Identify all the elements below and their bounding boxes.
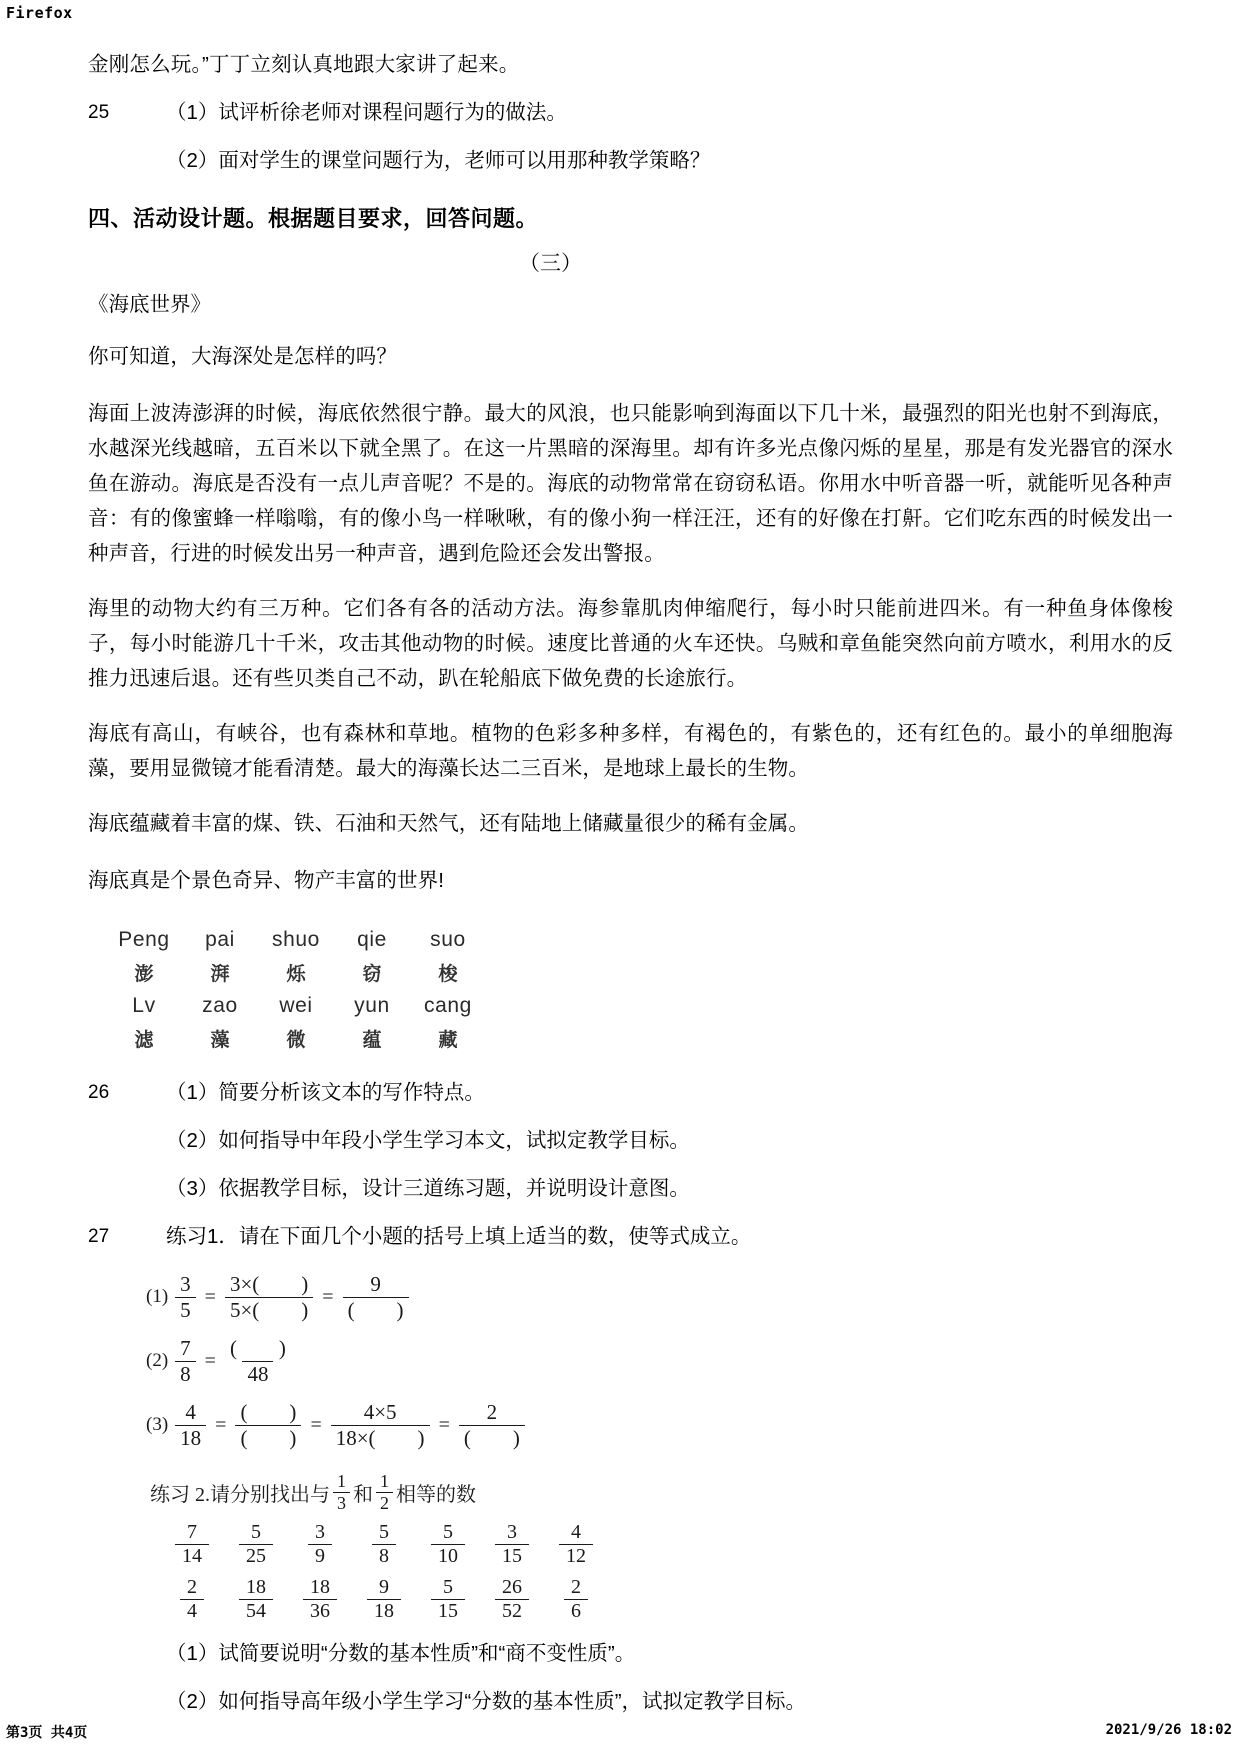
- fraction-numerator: 3: [315, 1520, 325, 1543]
- pinyin-cell: suo: [430, 928, 466, 951]
- fraction-numerator: 3×( ): [229, 1272, 309, 1297]
- math-exercise-scan: [146, 1270, 1173, 1623]
- fraction-numerator: 26: [502, 1575, 522, 1598]
- article-paragraph-4: 海底有高山，有峡谷，也有森林和草地。植物的色彩多种多样，有褐色的，有紫色的，还有红色的。最小的单细胞海藻，要用显微镜才能看清楚。最大的海藻长达二三百米，是地球上最长的生物。: [88, 722, 1173, 780]
- article-paragraph-1: 你可知道，大海深处是怎样的吗？: [88, 345, 397, 368]
- fraction: [331, 1401, 430, 1448]
- fraction-denominator: 9: [308, 1544, 332, 1568]
- article-title: 《海底世界》: [88, 293, 211, 316]
- equation-2: [146, 1334, 1173, 1388]
- fraction: [480, 1521, 544, 1568]
- fraction-numerator: 1: [337, 1471, 346, 1491]
- section-heading: 四、活动设计题。根据题目要求，回答问题。: [88, 206, 539, 231]
- fraction-denominator: 52: [495, 1599, 529, 1623]
- fraction-denominator: ( ): [343, 1297, 409, 1321]
- printed-page: [0, 48, 1240, 1713]
- fraction-numerator: 18: [246, 1575, 266, 1598]
- fraction: [343, 1273, 409, 1320]
- pinyin-cell: cang: [424, 994, 472, 1017]
- question-25-item-1: （1）试评析徐老师对课程问题行为的做法。: [166, 101, 567, 124]
- hanzi-cell: 藏: [438, 1029, 458, 1051]
- article-paragraph-5: 海底蕴藏着丰富的煤、铁、石油和天然气，还有陆地上储藏量很少的稀有金属。: [88, 812, 809, 835]
- fraction: [544, 1576, 608, 1623]
- fraction-denominator: 8: [175, 1361, 196, 1385]
- fraction-denominator: 54: [239, 1599, 273, 1623]
- practice-2-middle: 和: [353, 1483, 373, 1506]
- fraction-denominator: 12: [559, 1544, 593, 1568]
- pinyin-row-2-latin: [106, 986, 486, 1018]
- pinyin-cell: Peng: [118, 928, 170, 951]
- fraction-numerator: 5: [443, 1520, 453, 1543]
- fraction-numerator: 5: [251, 1520, 261, 1543]
- fraction-numerator: 4: [571, 1520, 581, 1543]
- fraction-numerator: 4: [185, 1400, 196, 1425]
- fraction-numerator: 7: [187, 1520, 197, 1543]
- equation-2-label: (2): [146, 1350, 169, 1371]
- equals-sign: =: [215, 1413, 227, 1436]
- fraction-denominator: 14: [175, 1544, 209, 1568]
- fraction: [416, 1521, 480, 1568]
- question-26-item-1: （1）简要分析该文本的写作特点。: [166, 1081, 485, 1104]
- fraction: [225, 1337, 291, 1384]
- fraction: [225, 1273, 313, 1320]
- fraction-numerator: 2: [486, 1400, 498, 1425]
- fraction: [480, 1576, 544, 1623]
- equation-3-label: (3): [146, 1414, 169, 1435]
- question-25: [88, 98, 1173, 128]
- question-26: [88, 1078, 1173, 1108]
- article-paragraph-6: 海底真是个景色奇异、物产丰富的世界!: [88, 869, 444, 892]
- fraction-denominator: 25: [239, 1544, 273, 1568]
- pinyin-scan-table: [106, 920, 486, 1052]
- question-25-item-2: （2）面对学生的课堂问题行为，老师可以用那种教学策略？: [166, 149, 711, 172]
- equation-3: [146, 1398, 1173, 1452]
- print-timestamp: 2021/9/26 18:02: [1105, 1722, 1232, 1738]
- fraction: [175, 1337, 196, 1384]
- fraction: [175, 1401, 206, 1448]
- continuation-paragraph: 金刚怎么玩。”丁丁立刻认真地跟大家讲了起来。: [88, 53, 520, 76]
- fraction: [416, 1576, 480, 1623]
- fraction-denominator: 5×( ): [225, 1297, 313, 1321]
- pinyin-row-1-hanzi: [106, 952, 486, 986]
- fraction: [352, 1576, 416, 1623]
- fraction-numerator: 5: [379, 1520, 389, 1543]
- equals-sign: =: [322, 1285, 334, 1308]
- equals-sign: =: [204, 1349, 216, 1372]
- fraction: [544, 1521, 608, 1568]
- question-27: [88, 1222, 1173, 1252]
- pinyin-cell: shuo: [272, 928, 320, 951]
- question-26-item-2: （2）如何指导中年段小学生学习本文，试拟定教学目标。: [166, 1129, 690, 1152]
- equals-sign: =: [310, 1413, 322, 1436]
- article-paragraph-3: 海里的动物大约有三万种。它们各有各的活动方法。海参靠肌肉伸缩爬行，每小时只能前进四米。有一种鱼身体像梭子，每小时能游几十千米，攻击其他动物的时候。速度比普通的火车还快。乌贼和章鱼能突然向前方喷水，利用水的反推力迅速后退。还有些贝类自己不动，趴在轮船底下做免费的长途旅行。: [88, 597, 1173, 690]
- practice-2-suffix: 相等的数: [396, 1483, 476, 1506]
- fraction-denominator: 4: [180, 1599, 204, 1623]
- fraction: [333, 1472, 350, 1513]
- hanzi-cell: 烁: [286, 963, 306, 985]
- question-27-number: 27: [88, 1226, 110, 1247]
- pinyin-row-2-hanzi: [106, 1018, 486, 1052]
- question-27-prompt: 练习1．请在下面几个小题的括号上填上适当的数，使等式成立。: [166, 1225, 752, 1248]
- fraction-denominator: ( ): [235, 1425, 301, 1449]
- browser-app-label: Firefox: [6, 4, 73, 22]
- fraction: [235, 1401, 301, 1448]
- equals-sign: =: [204, 1285, 216, 1308]
- question-27-item-1: （1）试简要说明“分数的基本性质”和“商不变性质”。: [166, 1641, 636, 1665]
- fraction: [288, 1521, 352, 1568]
- fraction-denominator: 3: [333, 1492, 350, 1513]
- group-label: （三）: [519, 252, 582, 275]
- fraction: [459, 1401, 525, 1448]
- fraction: [376, 1472, 393, 1513]
- fraction-numerator: 4×5: [363, 1400, 397, 1425]
- hanzi-cell: 藻: [210, 1029, 230, 1051]
- pinyin-cell: qie: [357, 928, 387, 951]
- fraction: [224, 1576, 288, 1623]
- practice-2-title: [150, 1472, 1173, 1513]
- fraction-numerator: 7: [180, 1336, 191, 1361]
- practice-2-prefix: 练习 2.请分别找出与: [150, 1483, 330, 1506]
- fraction: [175, 1273, 196, 1320]
- fraction-numerator: 9: [379, 1575, 389, 1598]
- fraction-numerator: 2: [187, 1575, 197, 1598]
- fraction: [160, 1521, 224, 1568]
- page-content: [88, 48, 1173, 1735]
- hanzi-cell: 窃: [362, 963, 382, 985]
- page-footer: [0, 1722, 1240, 1744]
- pinyin-row-1-latin: [106, 920, 486, 952]
- fraction-denominator: 6: [564, 1599, 588, 1623]
- fraction-denominator: 15: [431, 1599, 465, 1623]
- fraction-denominator: 2: [376, 1492, 393, 1513]
- question-26-number: 26: [88, 1082, 110, 1103]
- hanzi-cell: 湃: [210, 963, 230, 985]
- fraction-numerator: 9: [370, 1272, 381, 1297]
- fraction-denominator: 5: [175, 1297, 196, 1321]
- fraction-denominator: 36: [303, 1599, 337, 1623]
- fraction-row-2: [160, 1576, 1173, 1623]
- fraction-row-1: [160, 1521, 1173, 1568]
- fraction: [288, 1576, 352, 1623]
- equals-sign: =: [438, 1413, 450, 1436]
- equation-1: [146, 1270, 1173, 1324]
- fraction: [352, 1521, 416, 1568]
- fraction-denominator: 18×( ): [331, 1425, 430, 1449]
- pinyin-cell: yun: [354, 994, 390, 1017]
- fraction-numerator: 2: [571, 1575, 581, 1598]
- fraction-numerator: 18: [310, 1575, 330, 1598]
- page-indicator: 第3页 共4页: [6, 1725, 88, 1741]
- fraction-numerator: ( ): [240, 1400, 297, 1425]
- hanzi-cell: 澎: [134, 963, 154, 985]
- pinyin-cell: Lv: [132, 994, 156, 1017]
- fraction: [160, 1576, 224, 1623]
- hanzi-cell: 滤: [134, 1029, 154, 1051]
- fraction-numerator: ( ): [229, 1336, 286, 1361]
- hanzi-cell: 微: [286, 1029, 306, 1051]
- fraction-denominator: 18: [175, 1425, 206, 1449]
- question-26-item-3: （3）依据教学目标，设计三道练习题，并说明设计意图。: [166, 1177, 690, 1200]
- equation-1-label: (1): [146, 1286, 169, 1307]
- hanzi-cell: 梭: [438, 963, 458, 985]
- fraction-numerator: 5: [443, 1575, 453, 1598]
- fraction-numerator: 1: [380, 1471, 389, 1491]
- fraction-denominator: 10: [431, 1544, 465, 1568]
- fraction-numerator: 3: [180, 1272, 191, 1297]
- fraction-denominator: 8: [372, 1544, 396, 1568]
- fraction-denominator: 48: [242, 1361, 273, 1385]
- question-27-item-2: （2）如何指导高年级小学生学习“分数的基本性质”，试拟定教学目标。: [166, 1689, 807, 1713]
- fraction-numerator: 3: [507, 1520, 517, 1543]
- fraction-denominator: 18: [367, 1599, 401, 1623]
- pinyin-cell: wei: [279, 994, 313, 1017]
- pinyin-cell: pai: [205, 928, 235, 951]
- fraction: [224, 1521, 288, 1568]
- pinyin-cell: zao: [202, 994, 238, 1017]
- hanzi-cell: 蕴: [362, 1029, 382, 1051]
- fraction-denominator: 15: [495, 1544, 529, 1568]
- article-paragraph-2: 海面上波涛澎湃的时候，海底依然很宁静。最大的风浪，也只能影响到海面以下几十米，最强烈的阳光也射不到海底，水越深光线越暗，五百米以下就全黑了。在这一片黑暗的深海里。却有许多光点像闪烁的星星，那是有发光器官的深水鱼在游动。海底是否没有一点儿声音呢？不是的。海底的动物常常在窃窃私语。你用水中听音器一听，就能听见各种声音：有的像蜜蜂一样嗡嗡，有的像小鸟一样啾啾，有的像小狗一样汪汪，还有的好像在打鼾。它们吃东西的时候发出一种声音，行进的时候发出另一种声音，遇到危险还会发出警报。: [88, 402, 1173, 565]
- fraction-denominator: ( ): [459, 1425, 525, 1449]
- question-25-number: 25: [88, 102, 110, 123]
